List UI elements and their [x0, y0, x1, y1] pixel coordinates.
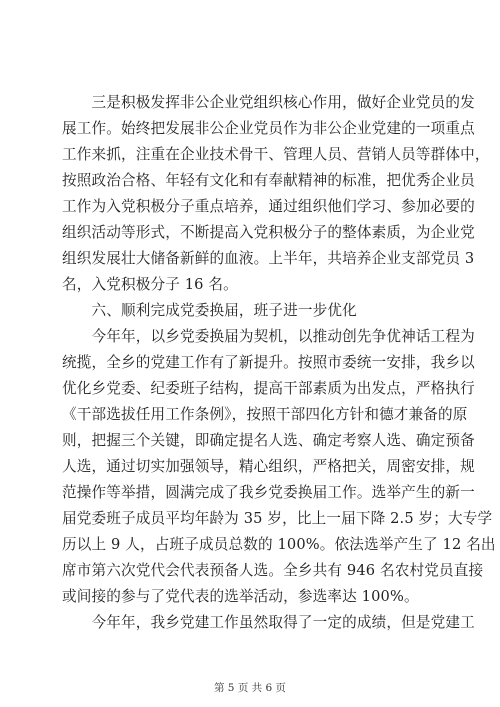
text-line: 人选，通过切实加强领导，精心组织，严格把关，周密安排，规: [62, 458, 475, 475]
text-line: 席市第六次党代会代表预备人选。全乡共有 946 名农村党员直接: [62, 562, 484, 579]
text-line: 届党委班子成员平均年龄为 35 岁，比上一届下降 2.5 岁；大专学: [62, 510, 493, 527]
text-line: 名，入党积极分子 16 名。: [62, 276, 238, 293]
text-line: 历以上 9 人，占班子成员总数的 100%。依法选举产生了 12 名出: [62, 536, 496, 553]
text-line: 展工作。始终把发展非公企业党员作为非公企业党建的一项重点: [62, 120, 475, 137]
text-line: 优化乡党委、纪委班子结构，提高干部素质为出发点，严格执行: [62, 380, 475, 397]
text-line: 范操作等举措，圆满完成了我乡党委换届工作。选举产生的新一: [62, 484, 475, 501]
text-line: 三是积极发挥非公企业党组织核心作用，做好企业党员的发: [62, 94, 475, 111]
text-line: 今年年，我乡党建工作虽然取得了一定的成绩，但是党建工: [62, 614, 475, 631]
page-footer: 第 5 页 共 6 页: [213, 682, 287, 694]
text-line: 工作来抓，注重在企业技术骨干、管理人员、营销人员等群体中，: [62, 146, 490, 163]
text-line: 组织活动等形式，不断提高入党积极分子的整体素质，为企业党: [62, 224, 475, 241]
body-text: [62, 90, 496, 636]
text-line: 工作为入党积极分子重点培养，通过组织他们学习、参加必要的: [62, 198, 475, 215]
text-line: 六、顺利完成党委换届，班子进一步优化: [62, 302, 357, 319]
text-line: 《干部选拔任用工作条例》，按照干部四化方针和德才兼备的原: [62, 406, 468, 423]
text-line: 或间接的参与了党代表的选举活动，参选率达 100%。: [62, 588, 419, 605]
text-line: 按照政治合格、年轻有文化和有奉献精神的标准，把优秀企业员: [62, 172, 475, 189]
text-line: 则，把握三个关键，即确定提名人选、确定考察人选、确定预备: [62, 432, 475, 449]
text-line: 组织发展壮大储备新鲜的血液。上半年，共培养企业支部党员 3: [62, 250, 475, 267]
text-line: 今年年，以乡党委换届为契机，以推动创先争优神话工程为: [62, 328, 475, 345]
text-line: 统揽，全乡的党建工作有了新提升。按照市委统一安排，我乡以: [62, 354, 475, 371]
